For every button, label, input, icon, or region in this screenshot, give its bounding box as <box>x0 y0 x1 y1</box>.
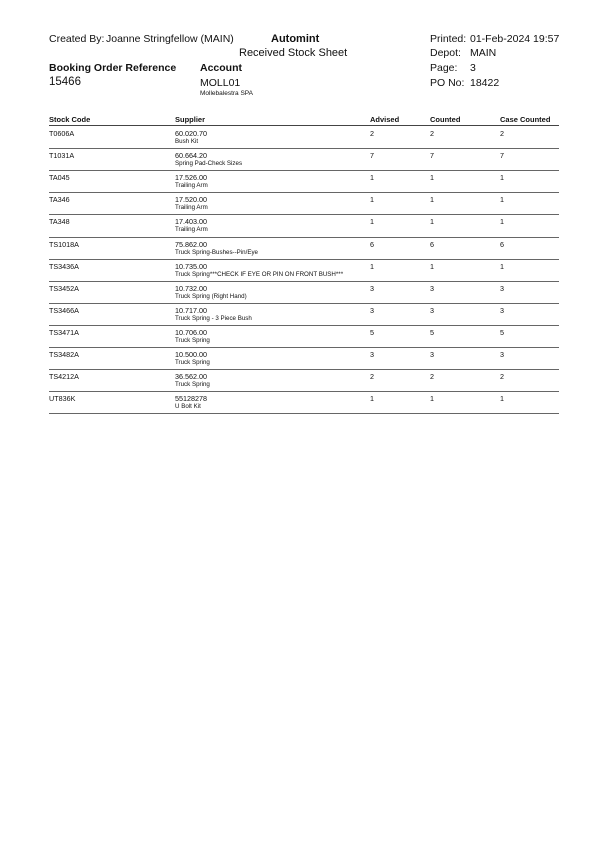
supplier-code: 60.664.20 <box>175 151 207 161</box>
advised-qty: 1 <box>370 261 374 271</box>
item-description: Spring Pad-Check Sizes <box>175 160 243 168</box>
supplier-code: 17.520.00 <box>175 195 207 205</box>
case-counted-qty: 5 <box>500 327 504 337</box>
stock-code: TS3436A <box>49 261 79 271</box>
counted-qty: 7 <box>430 151 434 161</box>
case-counted-qty: 6 <box>500 239 504 249</box>
case-counted-qty: 1 <box>500 195 504 205</box>
printed-value: 01-Feb-2024 19:57 <box>470 33 560 45</box>
column-header-stock-code: Stock Code <box>49 115 91 124</box>
printed-label: Printed: <box>430 33 467 45</box>
counted-qty: 3 <box>430 283 434 293</box>
column-header-case-counted: Case Counted <box>500 115 551 124</box>
advised-qty: 3 <box>370 350 374 359</box>
row-divider <box>49 369 559 370</box>
stock-code: T0606A <box>49 129 75 138</box>
advised-qty: 1 <box>370 173 374 183</box>
case-counted-qty: 1 <box>500 173 504 183</box>
booking-ref-label: Booking Order Reference <box>49 62 177 74</box>
case-counted-qty: 3 <box>500 305 504 315</box>
supplier-code: 10.706.00 <box>175 327 207 337</box>
account-label: Account <box>200 62 242 74</box>
stock-code: TA348 <box>49 217 70 227</box>
column-header-counted: Counted <box>430 115 461 124</box>
counted-qty: 1 <box>430 173 434 183</box>
supplier-code: 10.732.00 <box>175 283 207 293</box>
advised-qty: 1 <box>370 195 374 205</box>
stock-code: T1031A <box>49 151 75 161</box>
case-counted-qty: 2 <box>500 372 504 382</box>
supplier-code: 10.717.00 <box>175 305 207 315</box>
stock-code: UT836K <box>49 394 76 404</box>
supplier-code: 75.862.00 <box>175 239 207 249</box>
case-counted-qty: 1 <box>500 394 504 404</box>
header-divider <box>49 125 559 126</box>
row-divider <box>49 303 559 304</box>
company-name: Automint <box>271 33 320 45</box>
stock-code: TS4212A <box>49 372 79 382</box>
item-description: Truck Spring <box>175 336 210 344</box>
case-counted-qty: 1 <box>500 217 504 227</box>
advised-qty: 1 <box>370 394 374 404</box>
case-counted-qty: 1 <box>500 261 504 271</box>
item-description: Trailing Arm <box>175 204 208 212</box>
account-name: Mollebalestra SPA <box>200 90 253 97</box>
po-label: PO No: <box>430 77 465 89</box>
advised-qty: 3 <box>370 283 374 293</box>
booking-ref-value: 15466 <box>49 76 81 88</box>
counted-qty: 1 <box>430 195 434 205</box>
row-divider <box>49 413 559 414</box>
supplier-code: 10.735.00 <box>175 261 207 271</box>
supplier-code: 17.526.00 <box>175 173 207 183</box>
advised-qty: 7 <box>370 151 374 161</box>
stock-code: TS3466A <box>49 305 79 315</box>
created-by-label: Created By: <box>49 33 105 45</box>
advised-qty: 1 <box>370 217 374 227</box>
stock-code: TS1018A <box>49 239 79 249</box>
row-divider <box>49 237 559 238</box>
stock-code: TA346 <box>49 195 70 205</box>
column-header-advised: Advised <box>370 115 400 124</box>
counted-qty: 3 <box>430 305 434 315</box>
row-divider <box>49 214 559 215</box>
stock-code: TS3452A <box>49 283 79 293</box>
counted-qty: 1 <box>430 261 434 271</box>
item-description: Truck Spring <box>175 381 210 389</box>
row-divider <box>49 281 559 282</box>
depot-label: Depot: <box>430 47 461 59</box>
item-description: Truck Spring-Bushes--Pin/Eye <box>175 248 258 256</box>
counted-qty: 1 <box>430 394 434 404</box>
item-description: Truck Spring (Right Hand) <box>175 292 247 300</box>
item-description: Bush Kit <box>175 138 199 145</box>
item-description: Trailing Arm <box>175 182 208 190</box>
item-description: U Bolt Kit <box>175 403 201 411</box>
document-title: Received Stock Sheet <box>239 47 348 59</box>
stock-code: TS3471A <box>49 327 79 337</box>
item-description: Truck Spring***CHECK IF EYE OR PIN ON FRONT BUSH*** <box>175 270 344 278</box>
row-divider <box>49 192 559 193</box>
counted-qty: 1 <box>430 217 434 227</box>
counted-qty: 5 <box>430 327 434 337</box>
advised-qty: 3 <box>370 305 374 315</box>
stock-code: TS3482A <box>49 350 79 359</box>
row-divider <box>49 347 559 348</box>
case-counted-qty: 2 <box>500 129 504 138</box>
advised-qty: 5 <box>370 327 374 337</box>
account-code: MOLL01 <box>200 77 241 89</box>
item-description: Truck Spring - 3 Piece Bush <box>175 314 252 322</box>
case-counted-qty: 7 <box>500 151 504 161</box>
supplier-code: 36.562.00 <box>175 372 207 382</box>
case-counted-qty: 3 <box>500 350 504 359</box>
counted-qty: 2 <box>430 129 434 138</box>
stock-code: TA045 <box>49 173 70 183</box>
row-divider <box>49 325 559 326</box>
supplier-code: 17.403.00 <box>175 217 207 227</box>
supplier-code: 60.020.70 <box>175 129 207 138</box>
row-divider <box>49 259 559 260</box>
counted-qty: 3 <box>430 350 434 359</box>
supplier-code: 10.500.00 <box>175 350 207 359</box>
page-number: 3 <box>470 62 476 74</box>
advised-qty: 6 <box>370 239 374 249</box>
advised-qty: 2 <box>370 372 374 382</box>
row-divider <box>49 148 559 149</box>
supplier-code: 55128278 <box>175 394 207 404</box>
depot-value: MAIN <box>470 47 497 59</box>
row-divider <box>49 170 559 171</box>
case-counted-qty: 3 <box>500 283 504 293</box>
page-label: Page: <box>430 62 458 74</box>
item-description: Trailing Arm <box>175 226 208 234</box>
item-description: Truck Spring <box>175 359 210 366</box>
row-divider <box>49 391 559 392</box>
column-header-supplier: Supplier <box>175 115 206 124</box>
counted-qty: 2 <box>430 372 434 382</box>
po-number: 18422 <box>470 77 500 89</box>
created-by-value: Joanne Stringfellow (MAIN) <box>106 33 234 45</box>
advised-qty: 2 <box>370 129 374 138</box>
counted-qty: 6 <box>430 239 434 249</box>
